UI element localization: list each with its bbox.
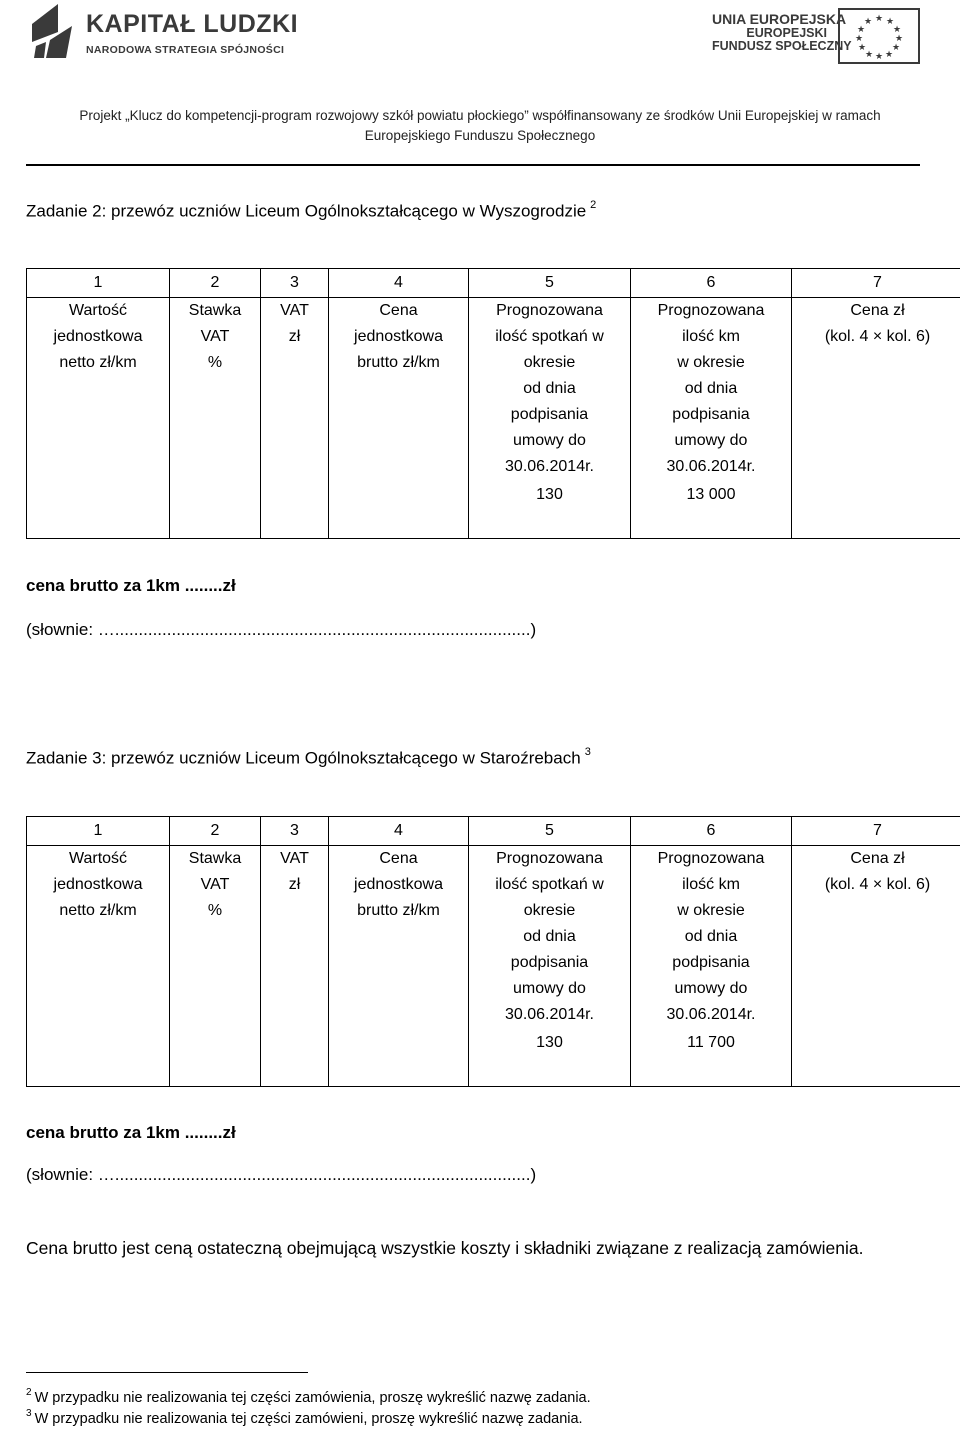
- column-number: 3: [261, 817, 329, 846]
- task2-price-in-words: (słownie: …........................................................................................): [26, 620, 537, 639]
- table-row: [27, 269, 960, 298]
- column-number: 3: [261, 269, 329, 298]
- column-header: [261, 298, 329, 539]
- svg-text:★: ★: [857, 43, 867, 53]
- header-text: Prognozowana ilość spotkań w okresie od dnia podpisania umowy do 30.06.2014r.: [495, 302, 604, 475]
- footnote-3: [26, 1409, 583, 1427]
- km-count-value: 11 700: [631, 1028, 792, 1087]
- eu-social-fund-logo: [712, 8, 932, 68]
- svg-text:★: ★: [892, 25, 902, 35]
- kapital-ludzki-emblem-icon: [28, 2, 80, 60]
- project-info-line1: Projekt „Klucz do kompetencji-program rozwojowy szkół powiatu płockiego” współfinansowany ze środków Unii Europejskiej w ramach: [79, 108, 881, 123]
- column-number: 7: [792, 817, 960, 846]
- table-row: [27, 298, 960, 481]
- svg-text:★: ★: [856, 25, 866, 35]
- task3-footnote-ref: 3: [584, 746, 591, 758]
- kapital-ludzki-name: KAPITAŁ LUDZKI: [86, 10, 299, 38]
- footnote-number: 2: [26, 1387, 32, 1398]
- project-info-line2: Europejskiego Funduszu Społecznego: [364, 128, 596, 143]
- column-number: 5: [469, 817, 631, 846]
- header-text: Wartość jednostkowa netto zł/km: [53, 850, 143, 919]
- column-header: [469, 298, 631, 481]
- header-text: Cena jednostkowa brutto zł/km: [354, 302, 443, 371]
- column-header: [27, 846, 170, 1087]
- svg-text:★: ★: [884, 50, 894, 60]
- task3-title: Zadanie 3: przewóz uczniów Liceum Ogólnokształcącego w Staroźrebach: [26, 748, 581, 768]
- eu-logo-line3: FUNDUSZ SPOŁECZNY: [712, 39, 852, 53]
- column-header: [631, 298, 792, 481]
- footnote-number: 3: [26, 1408, 32, 1419]
- column-header: [329, 298, 469, 539]
- column-number: 6: [631, 817, 792, 846]
- column-number: 2: [170, 269, 261, 298]
- column-header: [261, 846, 329, 1087]
- footnote-2: [26, 1388, 591, 1406]
- column-number: 7: [792, 269, 960, 298]
- header-text: Wartość jednostkowa netto zł/km: [53, 302, 143, 371]
- task2-price-per-km: cena brutto za 1km ........zł: [26, 576, 236, 595]
- header-text: Cena zł (kol. 4 × kol. 6): [824, 302, 931, 345]
- column-header: [170, 846, 261, 1087]
- table-row: [27, 846, 960, 1029]
- column-number: 1: [27, 817, 170, 846]
- km-count-value: 13 000: [631, 480, 792, 539]
- column-number: 4: [329, 817, 469, 846]
- column-number: 1: [27, 269, 170, 298]
- column-header: [792, 298, 960, 539]
- column-header: [469, 846, 631, 1029]
- svg-text:★: ★: [864, 50, 874, 60]
- svg-text:★: ★: [874, 14, 884, 24]
- task2-title: Zadanie 2: przewóz uczniów Liceum Ogólnokształcącego w Wyszogrodzie: [26, 201, 587, 221]
- kapital-ludzki-tagline: NARODOWA STRATEGIA SPÓJNOŚCI: [86, 44, 285, 56]
- kapital-ludzki-logo: [28, 2, 299, 60]
- column-header: [329, 846, 469, 1087]
- column-header: [631, 846, 792, 1029]
- column-header: [27, 298, 170, 539]
- header-text: Stawka VAT %: [188, 302, 242, 371]
- svg-text:★: ★: [894, 34, 904, 44]
- eu-logo-line1: UNIA EUROPEJSKA: [712, 11, 847, 27]
- svg-text:★: ★: [891, 43, 901, 53]
- eu-logo-text: [712, 11, 852, 54]
- svg-text:★: ★: [854, 34, 864, 44]
- table-row: [27, 817, 960, 846]
- task3-price-in-words: (słownie: …........................................................................................): [26, 1165, 537, 1184]
- footnote-divider: [26, 1372, 308, 1373]
- task3-price-per-km: cena brutto za 1km ........zł: [26, 1123, 236, 1142]
- column-number: 5: [469, 269, 631, 298]
- footnote-text: W przypadku nie realizowania tej części zamówieni, proszę wykreślić nazwę zadania.: [34, 1410, 583, 1427]
- closing-paragraph: Cena brutto jest ceną ostateczną obejmującą wszystkie koszty i składniki związane z realizacją zamówienia.: [26, 1238, 864, 1258]
- task2-price-table: [26, 268, 960, 539]
- eu-logo-line2: EUROPEJSKI: [746, 25, 827, 40]
- svg-text:★: ★: [885, 17, 895, 27]
- column-number: 4: [329, 269, 469, 298]
- header-text: Cena jednostkowa brutto zł/km: [354, 850, 443, 919]
- footnote-text: W przypadku nie realizowania tej części zamówienia, proszę wykreślić nazwę zadania.: [34, 1389, 591, 1406]
- task2-heading: [26, 201, 596, 222]
- column-header: [170, 298, 261, 539]
- column-header: [792, 846, 960, 1087]
- task3-price-table: [26, 816, 960, 1087]
- task2-footnote-ref: 2: [590, 199, 597, 211]
- task3-heading: [26, 748, 591, 769]
- header-text: Stawka VAT %: [188, 850, 242, 919]
- header-text: Prognozowana ilość km w okresie od dnia podpisania umowy do 30.06.2014r.: [657, 850, 765, 1023]
- header-text: Prognozowana ilość spotkań w okresie od dnia podpisania umowy do 30.06.2014r.: [495, 850, 604, 1023]
- header-divider: [26, 164, 920, 166]
- column-number: 6: [631, 269, 792, 298]
- column-number: 2: [170, 817, 261, 846]
- header-text: Prognozowana ilość km w okresie od dnia podpisania umowy do 30.06.2014r.: [657, 302, 765, 475]
- meeting-count-value: 130: [469, 1028, 631, 1087]
- header-text: Cena zł (kol. 4 × kol. 6): [824, 850, 931, 893]
- svg-text:★: ★: [863, 17, 873, 27]
- header-text: VAT zł: [280, 302, 309, 345]
- meeting-count-value: 130: [469, 480, 631, 539]
- eu-flag-icon: [838, 8, 920, 64]
- header-text: VAT zł: [280, 850, 309, 893]
- svg-text:★: ★: [874, 52, 884, 62]
